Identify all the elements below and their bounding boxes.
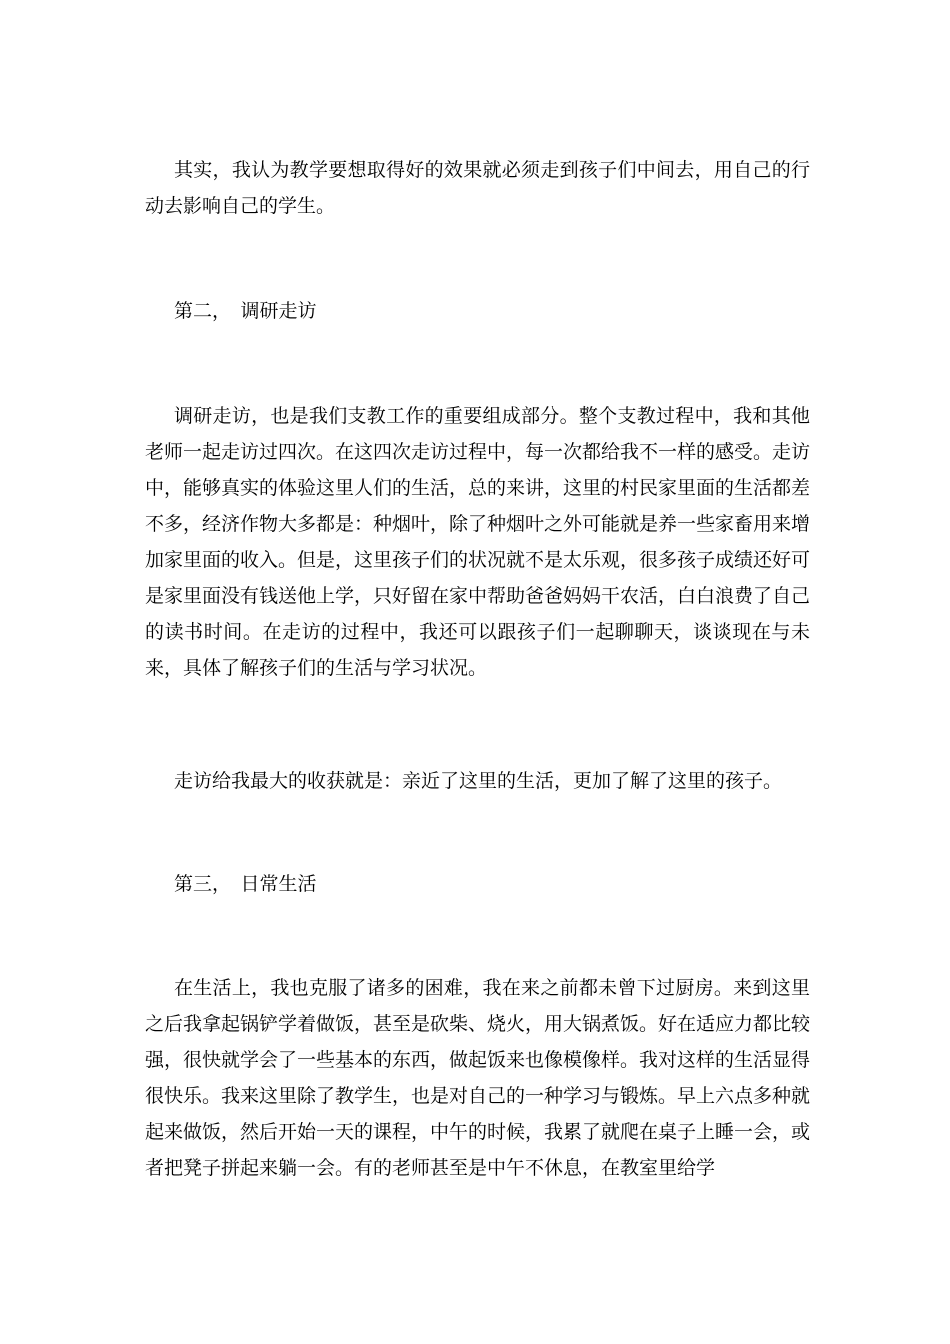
section-heading-research-visits: 第二， 调研走访 xyxy=(174,300,317,322)
paragraph-visit-gains: 走访给我最大的收获就是：亲近了这里的生活，更加了解了这里的孩子。 xyxy=(174,770,783,792)
paragraph-daily-life: 在生活上，我也克服了诸多的困难，我在来之前都未曾下过厨房。来到这里之后我拿起锅铲学着做饭，甚至是砍柴、烧火，用大锅煮饭。好在适应力都比较强，很快就学会了一些基本的东西，做起饭来也像模像样。我对这样的生活显得很快乐。我来这里除了教学生，也是对自己的一种学习与锻炼。早上六点多种就起来做饭，然后开始一天的课程，中午的时候，我累了就爬在桌子上睡一会，或者把凳子拼起来躺一会。有的老师甚至是中午不休息，在教室里给学 xyxy=(145,977,811,1179)
paragraph-teaching-effect: 其实，我认为教学要想取得好的效果就必须走到孩子们中间去，用自己的行动去影响自己的学生。 xyxy=(145,159,810,217)
document-page xyxy=(145,0,810,1344)
section-heading-daily-life: 第三， 日常生活 xyxy=(174,873,317,895)
paragraph-research-visits: 调研走访，也是我们支教工作的重要组成部分。整个支教过程中，我和其他老师一起走访过四次。在这四次走访过程中，每一次都给我不一样的感受。走访中，能够真实的体验这里人们的生活，总的来讲，这里的村民家里面的生活都差不多，经济作物大多都是：种烟叶，除了种烟叶之外可能就是养一些家畜用来增加家里面的收入。但是，这里孩子们的状况就不是太乐观，很多孩子成绩还好可是家里面没有钱送他上学，只好留在家中帮助爸爸妈妈干农活，白白浪费了自己的读书时间。在走访的过程中，我还可以跟孩子们一起聊聊天，谈谈现在与未来，具体了解孩子们的生活与学习状况。 xyxy=(145,405,811,679)
